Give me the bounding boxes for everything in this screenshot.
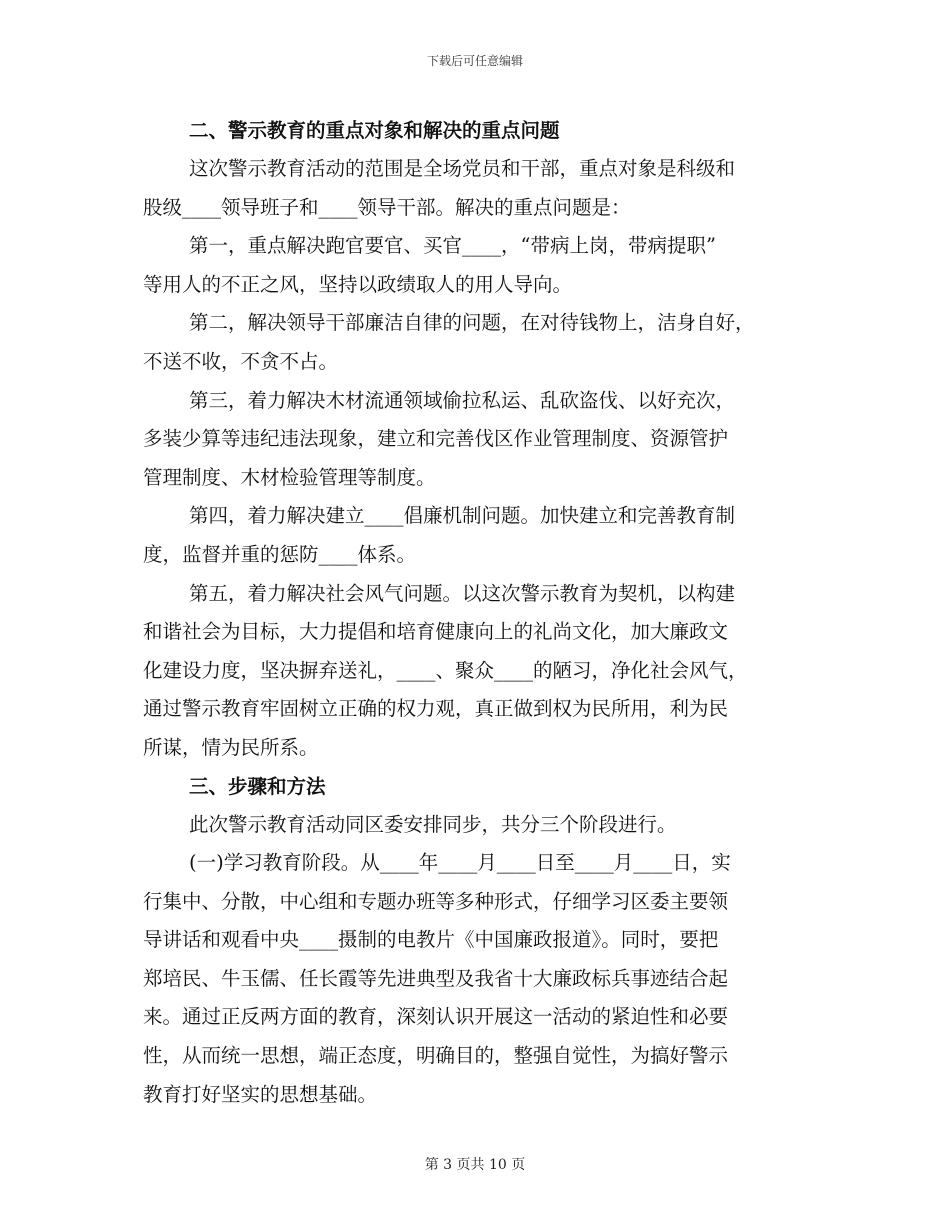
paragraph-line: 第五，着力解决社会风气问题。以这次警示教育为契机，以构建 <box>189 581 736 605</box>
section-2-paragraphs <box>143 150 808 768</box>
section-3-paragraphs <box>143 806 808 1115</box>
paragraph <box>143 227 808 304</box>
paragraph-line: 行集中、分散，中心组和专题办班等多种形式，仔细学习区委主要领 <box>143 889 729 913</box>
paragraph-line: 此次警示教育活动同区委安排同步，共分三个阶段进行。 <box>189 812 677 836</box>
paragraph-line: 多装少算等违纪违法现象，建立和完善伐区作业管理制度、资源管护 <box>143 427 729 451</box>
paragraph-line: 等用人的不正之风，坚持以政绩取人的用人导向。 <box>143 272 573 296</box>
page-header-note: 下载后可任意编辑 <box>426 54 523 68</box>
paragraph-line: 性，从而统一思想，端正态度，明确目的，整强自觉性，为搞好警示 <box>143 1044 729 1068</box>
section-heading-2: 二、警示教育的重点对象和解决的重点问题 <box>189 119 560 142</box>
paragraph <box>143 304 808 381</box>
paragraph <box>143 382 808 498</box>
paragraph-line: 通过警示教育牢固树立正确的权力观，真正做到权为民所用，利为民 <box>143 697 729 721</box>
paragraph <box>143 575 808 768</box>
paragraph-line: 这次警示教育活动的范围是全场党员和干部，重点对象是科级和 <box>189 157 736 180</box>
paragraph-line: 第二，解决领导干部廉洁自律的问题，在对待钱物上，洁身自好， <box>189 311 755 335</box>
paragraph-line: 不送不收，不贪不占。 <box>143 349 339 373</box>
paragraph-line: 郑培民、牛玉儒、任长霞等先进典型及我省十大廉政标兵事迹结合起 <box>143 966 729 990</box>
paragraph-line: 教育打好坚实的思想基础。 <box>143 1082 378 1106</box>
paragraph <box>143 150 808 227</box>
page-footer-number: 第 3 页共 10 页 <box>424 1157 526 1173</box>
paragraph-line: 导讲话和观看中央____摄制的电教片《中国廉政报道》。同时，要把 <box>143 928 719 952</box>
paragraph <box>143 806 808 845</box>
paragraph-line: 股级____领导班子和____领导干部。解决的重点问题是： <box>143 195 631 219</box>
paragraph-line: (一)学习教育阶段。从____年____月____日至____月____日，实 <box>189 851 731 875</box>
paragraph-line: 化建设力度，坚决摒弃送礼，____、聚众____的陋习，净化社会风气， <box>143 658 748 682</box>
paragraph <box>143 497 808 574</box>
paragraph-line: 和谐社会为目标，大力提倡和培育健康向上的礼尚文化，加大廉政文 <box>143 620 729 644</box>
paragraph <box>143 844 808 1114</box>
paragraph-line: 度，监督并重的惩防____体系。 <box>143 542 417 566</box>
document-body <box>143 112 808 1114</box>
paragraph-line: 第四，着力解决建立____倡廉机制问题。加快建立和完善教育制 <box>189 504 736 528</box>
paragraph-line: 所谋，情为民所系。 <box>143 735 319 759</box>
paragraph-line: 第三，着力解决木材流通领域偷拉私运、乱砍盗伐、以好充次， <box>189 388 736 412</box>
paragraph-line: 第一，重点解决跑官要官、买官____，“带病上岗，带病提职” <box>189 234 716 258</box>
section-heading-3: 三、步骤和方法 <box>189 774 326 798</box>
paragraph-line: 来。通过正反两方面的教育，深刻认识开展这一活动的紧迫性和必要 <box>143 1005 729 1029</box>
paragraph-line: 管理制度、木材检验管理等制度。 <box>143 465 436 489</box>
